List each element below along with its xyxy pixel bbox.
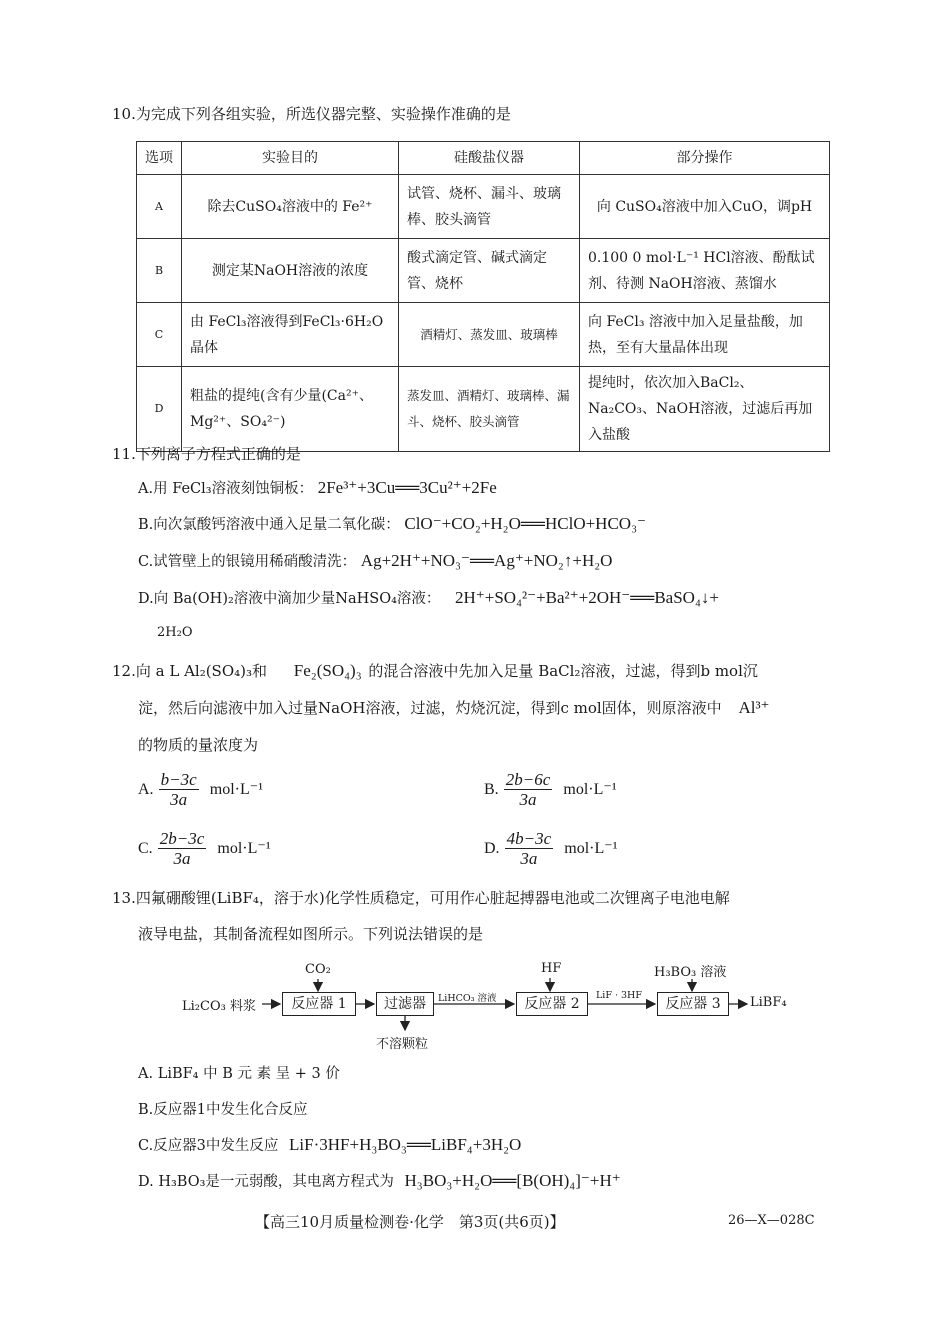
row-purpose: 测定某NaOH溶液的浓度 (182, 239, 399, 303)
q13-option-b: B.反应器1中发生化合反应 (138, 1102, 308, 1118)
q13-line-1: 13.四氟硼酸锂(LiBF₄，溶于水)化学性质稳定，可用作心脏起搏器电池或二次锂离子电池电解 (112, 889, 730, 907)
header-option: 选项 (137, 142, 182, 175)
q13-line-2: 液导电盐，其制备流程如图所示。下列说法错误的是 (138, 925, 484, 943)
footer-code: 26—X—028C (728, 1213, 815, 1228)
denominator: 3a (170, 790, 188, 809)
flow-filter: 过滤器 (376, 992, 434, 1016)
flow-reactor-1: 反应器 1 (282, 992, 356, 1016)
denominator: 3a (173, 849, 191, 868)
denominator: 3a (519, 790, 537, 809)
q12-line-2b: Al³⁺ (738, 698, 770, 717)
q12-line-1b: Fe₂(SO₄)₃ (293, 661, 362, 680)
q13-c-equation: LiF·3HF+H₃BO₃══LiBF₄+3H₂O (289, 1135, 522, 1154)
flow-product: LiBF₄ (750, 995, 787, 1010)
q11-d-continuation: 2H₂O (157, 625, 193, 640)
row-operation: 提纯时，依次加入BaCl₂、Na₂CO₃、NaOH溶液，过滤后再加入盐酸 (580, 367, 830, 452)
footer-title: 【高三10月质量检测卷·化学 第3页(共6页)】 (255, 1213, 565, 1231)
q11-a-equation: 2Fe³⁺+3Cu══3Cu²⁺+2Fe (317, 478, 497, 497)
q13-c-text: C.反应器3中发生反应 (138, 1138, 279, 1154)
row-operation: 向 CuSO₄溶液中加入CuO，调pH (580, 175, 830, 239)
header-instruments: 硅酸盐仪器 (399, 142, 580, 175)
q13-option-a: A. LiBF₄ 中 B 元 素 呈 + 3 价 (138, 1066, 340, 1082)
numerator: 2b−3c (159, 829, 205, 848)
unit: mol·L⁻¹ (217, 840, 271, 857)
row-key: A (137, 175, 182, 239)
row-operation: 向 FeCl₃ 溶液中加入足量盐酸，加热，至有大量晶体出现 (580, 303, 830, 367)
q12-line-1a: 12.向 a L Al₂(SO₄)₃和 (112, 662, 268, 680)
q11-b-text: B.向次氯酸钙溶液中通入足量二氧化碳： (138, 517, 400, 533)
row-key: D (137, 367, 182, 452)
row-instruments: 蒸发皿、酒精灯、玻璃棒、漏斗、烧杯、胶头滴管 (399, 367, 580, 452)
option-label: A. (138, 781, 154, 798)
flow-h3bo3: H₃BO₃ 溶液 (654, 965, 727, 980)
q11-a-text: A.用 FeCl₃溶液刻蚀铜板： (138, 481, 314, 497)
flow-reactor-2: 反应器 2 (516, 992, 588, 1016)
q11-stem: 11.下列离子方程式正确的是 (112, 445, 301, 463)
flow-start: Li₂CO₃ 料浆 (182, 999, 256, 1014)
q11-c-text: C.试管壁上的银镜用稀硝酸清洗： (138, 554, 357, 570)
option-label: C. (138, 840, 153, 857)
row-instruments: 试管、烧杯、漏斗、玻璃棒、胶头滴管 (399, 175, 580, 239)
row-instruments: 酸式滴定管、碱式滴定管、烧杯 (399, 239, 580, 303)
numerator: b−3c (160, 770, 197, 789)
header-purpose: 实验目的 (182, 142, 399, 175)
q10-stem: 10.为完成下列各组实验，所选仪器完整、实验操作准确的是 (112, 105, 511, 123)
q11-b-equation: ClO⁻+CO₂+H₂O══HClO+HCO₃⁻ (404, 514, 646, 533)
flow-stream-2: LiF · 3HF (596, 990, 642, 1001)
numerator: 2b−6c (505, 770, 551, 789)
header-operation: 部分操作 (580, 142, 830, 175)
unit: mol·L⁻¹ (209, 781, 264, 798)
flow-residue: 不溶颗粒 (376, 1037, 429, 1052)
row-operation: 0.100 0 mol·L⁻¹ HCl溶液、酚酞试剂、待测 NaOH溶液、蒸馏水 (580, 239, 830, 303)
q13-d-equation: H₃BO₃+H₂O══[B(OH)₄]⁻+H⁺ (404, 1171, 621, 1190)
row-key: C (137, 303, 182, 367)
q12-line-3: 的物质的量浓度为 (138, 736, 259, 754)
unit: mol·L⁻¹ (564, 840, 618, 857)
q11-d-text: D.向 Ba(OH)₂溶液中滴加少量NaHSO₄溶液： (138, 591, 441, 607)
row-purpose: 粗盐的提纯(含有少量(Ca²⁺、Mg²⁺、SO₄²⁻) (182, 367, 399, 452)
flow-reactor-3: 反应器 3 (657, 992, 729, 1016)
option-label: B. (484, 781, 499, 798)
q11-d-equation: 2H⁺+SO₄²⁻+Ba²⁺+2OH⁻══BaSO₄↓+ (455, 588, 719, 607)
row-key: B (137, 239, 182, 303)
flow-hf: HF (541, 961, 562, 976)
q12-line-1c: 的混合溶液中先加入足量 BaCl₂溶液，过滤，得到b mol沉 (368, 662, 758, 680)
row-purpose: 由 FeCl₃溶液得到FeCl₃·6H₂O晶体 (182, 303, 399, 367)
q13-d-text: D. H₃BO₃是一元弱酸，其电离方程式为 (138, 1174, 394, 1190)
unit: mol·L⁻¹ (563, 781, 617, 798)
q12-line-2a: 淀，然后向滤液中加入过量NaOH溶液，过滤，灼烧沉淀，得到c mol固体，则原溶液中 (138, 699, 722, 717)
option-label: D. (484, 840, 500, 857)
flow-stream-1: LiHCO₃ 溶液 (438, 993, 497, 1004)
numerator: 4b−3c (506, 829, 552, 848)
row-instruments: 酒精灯、蒸发皿、玻璃棒 (399, 303, 580, 367)
flow-co2: CO₂ (305, 962, 331, 977)
denominator: 3a (520, 849, 538, 868)
q13-option-c (138, 1134, 521, 1155)
q13-option-d (138, 1170, 621, 1191)
q11-c-equation: Ag+2H⁺+NO₃⁻══Ag⁺+NO₂↑+H₂O (360, 551, 613, 570)
row-purpose: 除去CuSO₄溶液中的 Fe²⁺ (182, 175, 399, 239)
